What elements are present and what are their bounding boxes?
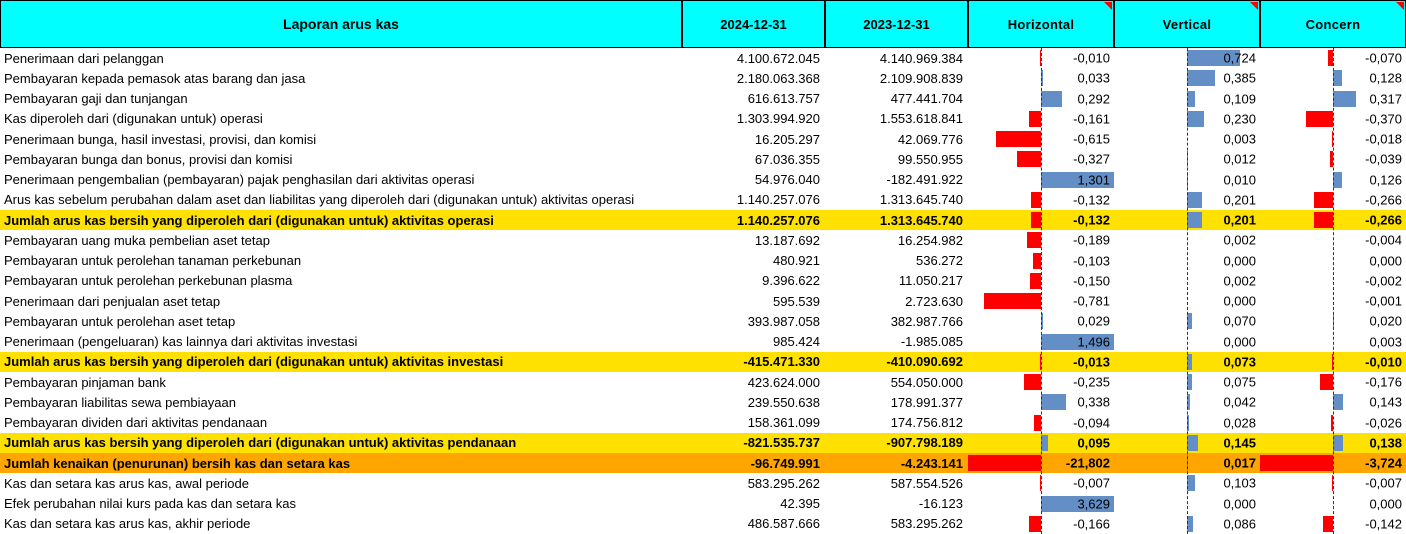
vertical-value: 0,109: [1223, 91, 1256, 107]
cell-2023[interactable]: 174.756.812: [890, 415, 963, 431]
concern-value: -0,370: [1365, 111, 1402, 127]
comment-flag-icon: [1396, 2, 1404, 10]
col-header-2023[interactable]: 2023-12-31: [825, 0, 968, 48]
cell-2023[interactable]: 1.553.618.841: [879, 111, 963, 127]
cell-2024[interactable]: 42.395: [780, 496, 820, 512]
concern-databar: [1306, 111, 1333, 127]
horizontal-value: -0,013: [1073, 354, 1110, 370]
table-row: [0, 291, 1406, 311]
horizontal-value: 1,301: [1077, 172, 1110, 188]
row-label[interactable]: Pembayaran untuk perolehan tanaman perkebunan: [4, 253, 302, 269]
cell-2024[interactable]: 486.587.666: [747, 516, 820, 532]
cell-2024[interactable]: -96.749.991: [750, 455, 820, 471]
horizontal-databar: [1029, 111, 1041, 127]
table-row: [0, 514, 1406, 534]
table-row: [0, 251, 1406, 271]
vertical-value: 0,103: [1223, 475, 1256, 491]
horizontal-databar: [1033, 253, 1041, 269]
row-label[interactable]: Pembayaran gaji dan tunjangan: [4, 91, 188, 107]
row-label[interactable]: Jumlah kenaikan (penurunan) bersih kas dan setara kas: [4, 455, 351, 471]
horizontal-value: -0,189: [1073, 232, 1110, 248]
comment-flag-icon: [1104, 2, 1112, 10]
cell-2024[interactable]: 158.361.099: [747, 415, 820, 431]
vertical-value: 0,000: [1223, 334, 1256, 350]
cell-2024[interactable]: 13.187.692: [754, 232, 820, 248]
table-row: [0, 129, 1406, 149]
concern-value: 0,143: [1369, 394, 1402, 410]
table-row: [0, 149, 1406, 169]
horizontal-databar: [1041, 91, 1062, 107]
concern-value: 0,126: [1369, 172, 1402, 188]
cell-2024[interactable]: -821.535.737: [743, 435, 820, 451]
horizontal-databar: [1034, 415, 1041, 431]
table-row: [0, 109, 1406, 129]
table-row: [0, 48, 1406, 68]
horizontal-databar: [1041, 435, 1048, 451]
table-row: [0, 271, 1406, 291]
vertical-value: 0,230: [1223, 111, 1256, 127]
concern-databar: [1333, 394, 1343, 410]
cell-2023[interactable]: 2.109.908.839: [879, 70, 963, 86]
vertical-value: 0,002: [1223, 273, 1256, 289]
horizontal-value: 0,338: [1077, 394, 1110, 410]
cell-2024[interactable]: -415.471.330: [743, 354, 820, 370]
concern-value: -0,142: [1365, 516, 1402, 532]
col-header-concern[interactable]: [1260, 0, 1406, 48]
concern-databar: [1314, 212, 1333, 228]
horizontal-databar: [1030, 273, 1041, 289]
concern-value: -0,002: [1365, 273, 1402, 289]
cell-2023[interactable]: 4.140.969.384: [879, 50, 963, 66]
concern-databar: [1260, 455, 1333, 471]
vertical-value: 0,012: [1223, 151, 1256, 167]
row-label[interactable]: Kas diperoleh dari (digunakan untuk) operasi: [4, 111, 263, 127]
cell-2023[interactable]: 1.313.645.740: [879, 192, 963, 208]
cell-2024[interactable]: 9.396.622: [762, 273, 820, 289]
vertical-value: 0,017: [1223, 455, 1256, 471]
databar-axis-vertical: [1187, 48, 1188, 534]
horizontal-databar: [1029, 516, 1041, 532]
table-row: [0, 392, 1406, 412]
row-label[interactable]: Kas dan setara kas arus kas, akhir periode: [4, 516, 251, 532]
row-label[interactable]: Efek perubahan nilai kurs pada kas dan setara kas: [4, 496, 296, 512]
table-row: [0, 210, 1406, 230]
concern-databar: [1333, 91, 1356, 107]
cell-2023[interactable]: 11.050.217: [898, 273, 963, 289]
concern-value: -0,018: [1365, 131, 1402, 147]
vertical-value: 0,385: [1223, 70, 1256, 86]
concern-value: 0,317: [1369, 91, 1402, 107]
row-label[interactable]: Pembayaran untuk perolehan perkebunan plasma: [4, 273, 293, 289]
horizontal-databar: [996, 131, 1041, 147]
col-header-vertical-label: Vertical: [1162, 16, 1212, 32]
cell-2023[interactable]: -410.090.692: [886, 354, 963, 370]
row-label[interactable]: Arus kas sebelum perubahan dalam aset dan liabilitas yang diperoleh dari (digunakan untuk) aktivitas operasi: [4, 192, 635, 208]
table-row: [0, 473, 1406, 493]
vertical-databar: [1187, 475, 1195, 491]
concern-value: -0,070: [1365, 50, 1402, 66]
cell-2024[interactable]: 393.987.058: [747, 313, 820, 329]
cell-2023[interactable]: 587.554.526: [890, 475, 963, 491]
horizontal-value: 0,029: [1077, 313, 1110, 329]
horizontal-value: -0,615: [1073, 131, 1110, 147]
concern-databar: [1314, 192, 1333, 208]
horizontal-value: 0,095: [1077, 435, 1110, 451]
horizontal-value: 0,292: [1077, 91, 1110, 107]
vertical-databar: [1187, 70, 1215, 86]
cell-2024[interactable]: 67.036.355: [754, 151, 820, 167]
vertical-databar: [1187, 91, 1195, 107]
horizontal-value: -0,132: [1073, 212, 1110, 228]
databar-axis-concern: [1333, 48, 1334, 534]
row-label[interactable]: Pembayaran dividen dari aktivitas pendanaan: [4, 415, 268, 431]
vertical-databar: [1187, 111, 1204, 127]
cell-2023[interactable]: 477.441.704: [890, 91, 963, 107]
horizontal-value: -21,802: [1065, 455, 1110, 471]
cell-2024[interactable]: 54.976.040: [754, 172, 820, 188]
row-label[interactable]: Penerimaan dari penjualan aset tetap: [4, 293, 221, 309]
cell-2023[interactable]: 554.050.000: [890, 374, 963, 390]
col-header-2024[interactable]: 2024-12-31: [682, 0, 825, 48]
table-row: [0, 453, 1406, 473]
horizontal-value: -0,010: [1073, 50, 1110, 66]
table-row: [0, 494, 1406, 514]
cell-2024[interactable]: 4.100.672.045: [736, 50, 820, 66]
horizontal-value: -0,327: [1073, 151, 1110, 167]
cell-2023[interactable]: -4.243.141: [900, 455, 963, 471]
concern-value: 0,138: [1369, 435, 1402, 451]
horizontal-value: -0,103: [1073, 253, 1110, 269]
cell-2024[interactable]: 1.140.257.076: [736, 192, 820, 208]
vertical-value: 0,002: [1223, 232, 1256, 248]
cell-2023[interactable]: -16.123: [918, 496, 963, 512]
horizontal-value: -0,150: [1073, 273, 1110, 289]
horizontal-value: -0,235: [1073, 374, 1110, 390]
row-label[interactable]: Penerimaan (pengeluaran) kas lainnya dari aktivitas investasi: [4, 334, 358, 350]
table-body: [0, 48, 1406, 534]
row-label[interactable]: Penerimaan dari pelanggan: [4, 50, 164, 66]
vertical-value: 0,145: [1223, 435, 1256, 451]
horizontal-databar: [968, 455, 1041, 471]
concern-value: -0,266: [1365, 212, 1402, 228]
concern-databar: [1323, 516, 1333, 532]
concern-value: -0,001: [1365, 293, 1402, 309]
horizontal-value: -0,166: [1073, 516, 1110, 532]
horizontal-value: -0,132: [1073, 192, 1110, 208]
table-row: [0, 311, 1406, 331]
table-row: [0, 413, 1406, 433]
col-header-label[interactable]: Laporan arus kas: [0, 0, 682, 48]
vertical-databar: [1187, 212, 1202, 228]
table-row: [0, 372, 1406, 392]
horizontal-value: 0,033: [1077, 70, 1110, 86]
row-label[interactable]: Penerimaan pengembalian (pembayaran) pajak penghasilan dari aktivitas operasi: [4, 172, 475, 188]
cell-2024[interactable]: 595.539: [773, 293, 820, 309]
concern-value: 0,020: [1369, 313, 1402, 329]
horizontal-value: -0,781: [1073, 293, 1110, 309]
row-label[interactable]: Pembayaran uang muka pembelian aset tetap: [4, 232, 270, 248]
row-label[interactable]: Jumlah arus kas bersih yang diperoleh dari (digunakan untuk) aktivitas pendanaan: [4, 435, 517, 451]
row-label[interactable]: Pembayaran untuk perolehan aset tetap: [4, 313, 236, 329]
horizontal-databar: [1024, 374, 1041, 390]
row-label[interactable]: Jumlah arus kas bersih yang diperoleh dari (digunakan untuk) aktivitas investasi: [4, 354, 504, 370]
concern-value: -0,176: [1365, 374, 1402, 390]
horizontal-value: -0,161: [1073, 111, 1110, 127]
vertical-value: 0,073: [1223, 354, 1256, 370]
cell-2024[interactable]: 583.295.262: [747, 475, 820, 491]
horizontal-value: -0,094: [1073, 415, 1110, 431]
vertical-value: 0,075: [1223, 374, 1256, 390]
comment-flag-icon: [1250, 2, 1258, 10]
horizontal-databar: [1031, 212, 1041, 228]
vertical-value: 0,086: [1223, 516, 1256, 532]
concern-databar: [1320, 374, 1333, 390]
concern-value: -3,724: [1365, 455, 1402, 471]
concern-value: -0,010: [1365, 354, 1402, 370]
cell-2023[interactable]: -1.985.085: [900, 334, 963, 350]
cell-2024[interactable]: 1.303.994.920: [736, 111, 820, 127]
vertical-value: 0,028: [1223, 415, 1256, 431]
table-row: [0, 433, 1406, 453]
concern-value: 0,128: [1369, 70, 1402, 86]
concern-value: -0,039: [1365, 151, 1402, 167]
row-label[interactable]: Jumlah arus kas bersih yang diperoleh dari (digunakan untuk) aktivitas operasi: [4, 212, 494, 228]
cell-2024[interactable]: 985.424: [773, 334, 820, 350]
concern-value: -0,266: [1365, 192, 1402, 208]
horizontal-databar: [1017, 151, 1041, 167]
horizontal-databar: [1041, 394, 1066, 410]
cell-2024[interactable]: 616.613.757: [747, 91, 820, 107]
vertical-databar: [1187, 192, 1202, 208]
cell-2023[interactable]: 99.550.955: [897, 151, 963, 167]
row-label[interactable]: Pembayaran kepada pemasok atas barang dan jasa: [4, 70, 306, 86]
vertical-value: 0,070: [1223, 313, 1256, 329]
vertical-value: 0,000: [1223, 253, 1256, 269]
concern-value: 0,000: [1369, 496, 1402, 512]
table-row: [0, 230, 1406, 250]
vertical-value: 0,000: [1223, 496, 1256, 512]
concern-value: -0,007: [1365, 475, 1402, 491]
cell-2024[interactable]: 2.180.063.368: [736, 70, 820, 86]
concern-value: 0,003: [1369, 334, 1402, 350]
col-header-concern-label: Concern: [1305, 16, 1361, 32]
header-row: [0, 0, 1406, 48]
vertical-value: 0,003: [1223, 131, 1256, 147]
concern-value: -0,004: [1365, 232, 1402, 248]
horizontal-databar: [1031, 192, 1041, 208]
row-label[interactable]: Pembayaran pinjaman bank: [4, 374, 166, 390]
table-row: [0, 332, 1406, 352]
vertical-value: 0,201: [1223, 212, 1256, 228]
horizontal-databar: [984, 293, 1041, 309]
vertical-value: 0,724: [1223, 50, 1256, 66]
cell-2023[interactable]: 1.313.645.740: [879, 212, 963, 228]
cell-2023[interactable]: 583.295.262: [890, 516, 963, 532]
vertical-value: 0,201: [1223, 192, 1256, 208]
horizontal-databar: [1027, 232, 1041, 248]
vertical-value: 0,042: [1223, 394, 1256, 410]
table-row: [0, 352, 1406, 372]
row-label[interactable]: Kas dan setara kas arus kas, awal periode: [4, 475, 249, 491]
concern-value: 0,000: [1369, 253, 1402, 269]
cell-2023[interactable]: 382.987.766: [890, 313, 963, 329]
cell-2023[interactable]: 536.272: [916, 253, 963, 269]
concern-databar: [1333, 70, 1342, 86]
vertical-value: 0,010: [1223, 172, 1256, 188]
table-row: [0, 170, 1406, 190]
horizontal-value: 3,629: [1077, 496, 1110, 512]
cell-2024[interactable]: 16.205.297: [754, 131, 820, 147]
vertical-databar: [1187, 435, 1198, 451]
cell-2023[interactable]: 16.254.982: [897, 232, 963, 248]
horizontal-value: -0,007: [1073, 475, 1110, 491]
databar-axis-horizontal: [1041, 48, 1042, 534]
horizontal-value: 1,496: [1077, 334, 1110, 350]
table-row: [0, 68, 1406, 88]
concern-databar: [1333, 172, 1342, 188]
cell-2023[interactable]: -182.491.922: [886, 172, 963, 188]
row-label[interactable]: Pembayaran liabilitas sewa pembiayaan: [4, 394, 236, 410]
vertical-value: 0,000: [1223, 293, 1256, 309]
row-label[interactable]: Penerimaan bunga, hasil investasi, provisi, dan komisi: [4, 131, 317, 147]
cell-2024[interactable]: 1.140.257.076: [736, 212, 820, 228]
cell-2023[interactable]: 178.991.377: [890, 394, 963, 410]
cell-2024[interactable]: 239.550.638: [747, 394, 820, 410]
cell-2023[interactable]: 2.723.630: [905, 293, 963, 309]
cell-2024[interactable]: 423.624.000: [747, 374, 820, 390]
col-header-horizontal-label: Horizontal: [1007, 16, 1075, 32]
cell-2023[interactable]: -907.798.189: [886, 435, 963, 451]
concern-databar: [1333, 435, 1343, 451]
row-label[interactable]: Pembayaran bunga dan bonus, provisi dan komisi: [4, 151, 293, 167]
cell-2024[interactable]: 480.921: [773, 253, 820, 269]
table-row: [0, 89, 1406, 109]
table-row: [0, 190, 1406, 210]
concern-value: -0,026: [1365, 415, 1402, 431]
col-header-horizontal[interactable]: [968, 0, 1114, 48]
cell-2023[interactable]: 42.069.776: [897, 131, 963, 147]
col-header-vertical[interactable]: [1114, 0, 1260, 48]
